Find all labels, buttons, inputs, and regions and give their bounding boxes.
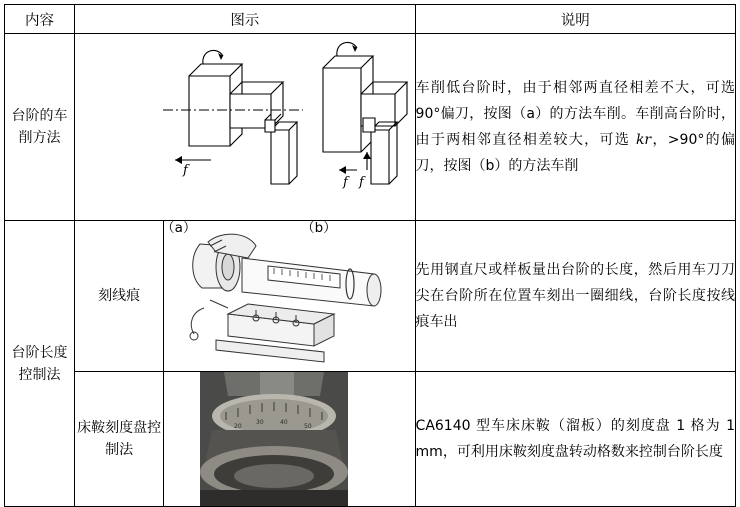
header-description: 说明 [415,5,735,34]
dial-photo-render [164,372,410,506]
carriage-dial-photo [164,372,414,506]
table-row [5,34,736,221]
table-row [5,372,736,507]
desc-part-1: 车削低台阶时，由于相邻两直径相差不大，可选 90°偏刀，按图（a）的方法车削。车削高台阶时，由于两相邻直径相差较大，可选 [415,80,735,148]
document-page [0,4,740,501]
scribing-line-illustration [164,222,410,370]
desc-symbol-kr: kr [635,132,652,148]
description-scribe: 先用钢直尺或样板量出台阶的长度，然后用车刀刀尖在台阶所在位置车刻出一圈细线，台阶长度按线痕车出 [415,221,735,372]
caption-b: （b） [301,220,337,236]
lathe-turning-diagram [75,34,413,216]
figure-cell-dial [75,372,415,507]
figure-cell-scribe [75,221,415,372]
row-label-length-control: 台阶长度控制法 [5,221,75,507]
scribe-illustration-cell [164,221,415,371]
figure-cell-turning [75,34,415,236]
caption-a: （a） [161,220,197,236]
process-table [4,4,736,507]
header-content: 内容 [5,5,75,34]
description-dial-control: CA6140 型车床床鞍（溜板）的刻度盘 1 格为 1 mm，可利用床鞍刻度盘转动格数来控制台阶长度 [415,372,735,507]
table-row [5,221,736,372]
desc-part-3: ，>90°的偏刀，按图（b）的方法车削 [415,132,736,174]
feed-symbol-a: f [183,163,188,178]
dial-number-50: 50 [304,423,312,430]
feed-symbol-b1: f [343,175,348,190]
header-figure: 图示 [75,5,415,34]
sublabel-scribe: 刻线痕 [75,221,164,371]
row-label-turning-method: 台阶的车削方法 [5,34,75,221]
table-header-row [5,5,736,34]
dial-number-20: 20 [234,423,242,430]
sublabel-dial-control: 床鞍刻度盘控制法 [75,372,164,506]
dial-number-30: 30 [256,419,264,426]
feed-symbol-b2: f [359,175,364,190]
dial-number-40: 40 [280,419,288,426]
description-turning-method [415,34,735,221]
dial-photo-cell [164,372,415,506]
